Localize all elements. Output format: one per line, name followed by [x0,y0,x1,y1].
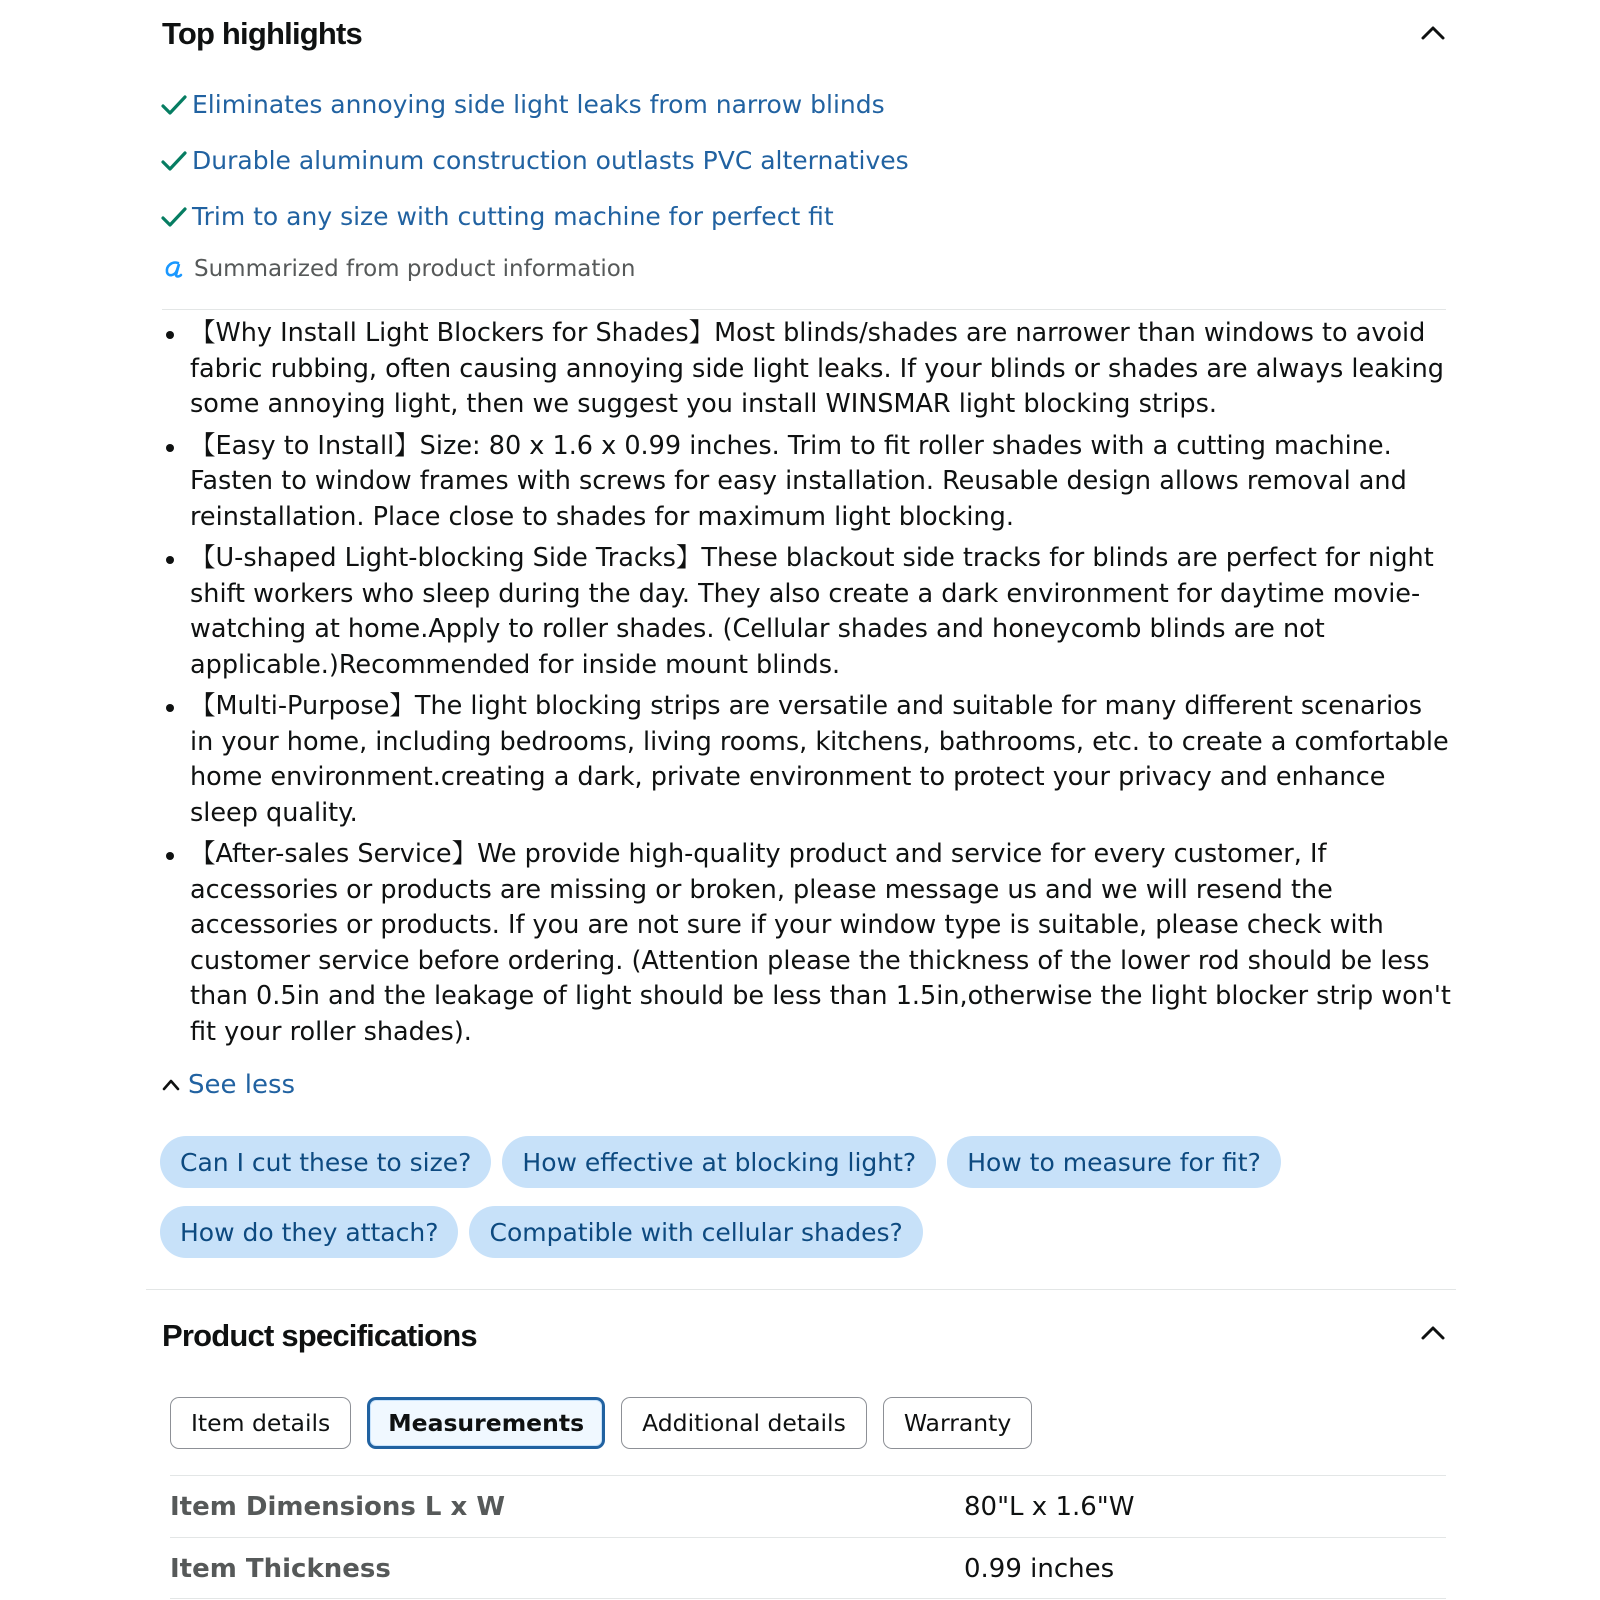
product-specifications-title: Product specifications [162,1318,477,1353]
top-highlights-title: Top highlights [162,16,363,51]
question-chip[interactable]: How effective at blocking light? [502,1136,936,1188]
spec-value: 80"L x 1.6"W [964,1491,1135,1522]
check-icon [160,91,188,119]
check-icon [160,147,188,175]
check-icon [160,203,188,231]
tab-additional-details[interactable]: Additional details [621,1397,867,1449]
ai-summary-note [162,256,635,282]
spec-label: Item Dimensions L x W [170,1491,506,1522]
suggested-questions [160,1136,1460,1258]
tab-item-details[interactable]: Item details [170,1397,351,1449]
chevron-up-icon [160,1074,182,1096]
feature-bullet: 【Multi-Purpose】The light blocking strips are versatile and suitable for many different scenarios in your home, including bedrooms, living rooms, kitchens, bathrooms, etc. to create a comfortable home environment.creating a dark, private environment to protect your privacy and enhance sleep quality. [162,689,1452,831]
question-chip[interactable]: How to measure for fit? [947,1136,1281,1188]
highlight-item[interactable] [160,90,885,119]
question-chip[interactable]: How do they attach? [160,1206,458,1258]
see-less-link[interactable] [160,1070,295,1100]
see-less-label: See less [188,1070,296,1100]
divider [170,1598,1446,1599]
tab-warranty[interactable]: Warranty [883,1397,1032,1449]
tab-measurements[interactable]: Measurements [367,1397,605,1449]
divider [162,309,1446,310]
spec-label: Item Thickness [170,1553,391,1584]
spec-value: 0.99 inches [964,1553,1115,1584]
highlight-item[interactable] [160,202,834,231]
section-divider [146,1289,1456,1290]
summary-text: Summarized from product information [194,256,636,282]
highlight-text: Durable aluminum construction outlasts PVC alternatives [192,146,909,175]
highlight-text: Eliminates annoying side light leaks from narrow blinds [192,90,885,119]
highlight-item[interactable] [160,146,909,175]
spec-row [170,1537,1446,1599]
feature-bullet: 【Why Install Light Blockers for Shades】Most blinds/shades are narrower than windows to avoid fabric rubbing, often causing annoying side light leaks. If your blinds or shades are always leaking some annoying light, then we suggest you install WINSMAR light blocking strips. [162,316,1452,423]
feature-bullet: 【U-shaped Light-blocking Side Tracks】These blackout side tracks for blinds are perfect for night shift workers who sleep during the day. They also create a dark environment for daytime movie-watching at home.Apply to roller shades. (Cellular shades and honeycomb blinds are not applicable.)Recommended for inside mount blinds. [162,541,1452,683]
specification-tabs [170,1397,1032,1449]
feature-bullet-list [162,316,1452,1056]
feature-bullet: 【After-sales Service】We provide high-quality product and service for every customer, If accessories or products are missing or broken, please message us and we will resend the accessories or products. If you are not sure if your window type is suitable, please check with customer service before ordering. (Attention please the thickness of the lower rod should be less than 0.5in and the leakage of light should be less than 1.5in,otherwise the light blocker strip won't fit your roller shades). [162,837,1452,1050]
question-chip[interactable]: Can I cut these to size? [160,1136,491,1188]
chevron-up-icon [1420,25,1446,41]
collapse-specifications-button[interactable] [1418,1318,1448,1348]
question-chip[interactable]: Compatible with cellular shades? [469,1206,922,1258]
collapse-top-highlights-button[interactable] [1418,18,1448,48]
ai-sparkle-icon [162,257,186,281]
highlight-text: Trim to any size with cutting machine for perfect fit [192,202,834,231]
spec-row [170,1475,1446,1537]
chevron-up-icon [1420,1325,1446,1341]
feature-bullet: 【Easy to Install】Size: 80 x 1.6 x 0.99 inches. Trim to fit roller shades with a cutting machine. Fasten to window frames with screws for easy installation. Reusable design allows removal and reinstallation. Place close to shades for maximum light blocking. [162,429,1452,536]
